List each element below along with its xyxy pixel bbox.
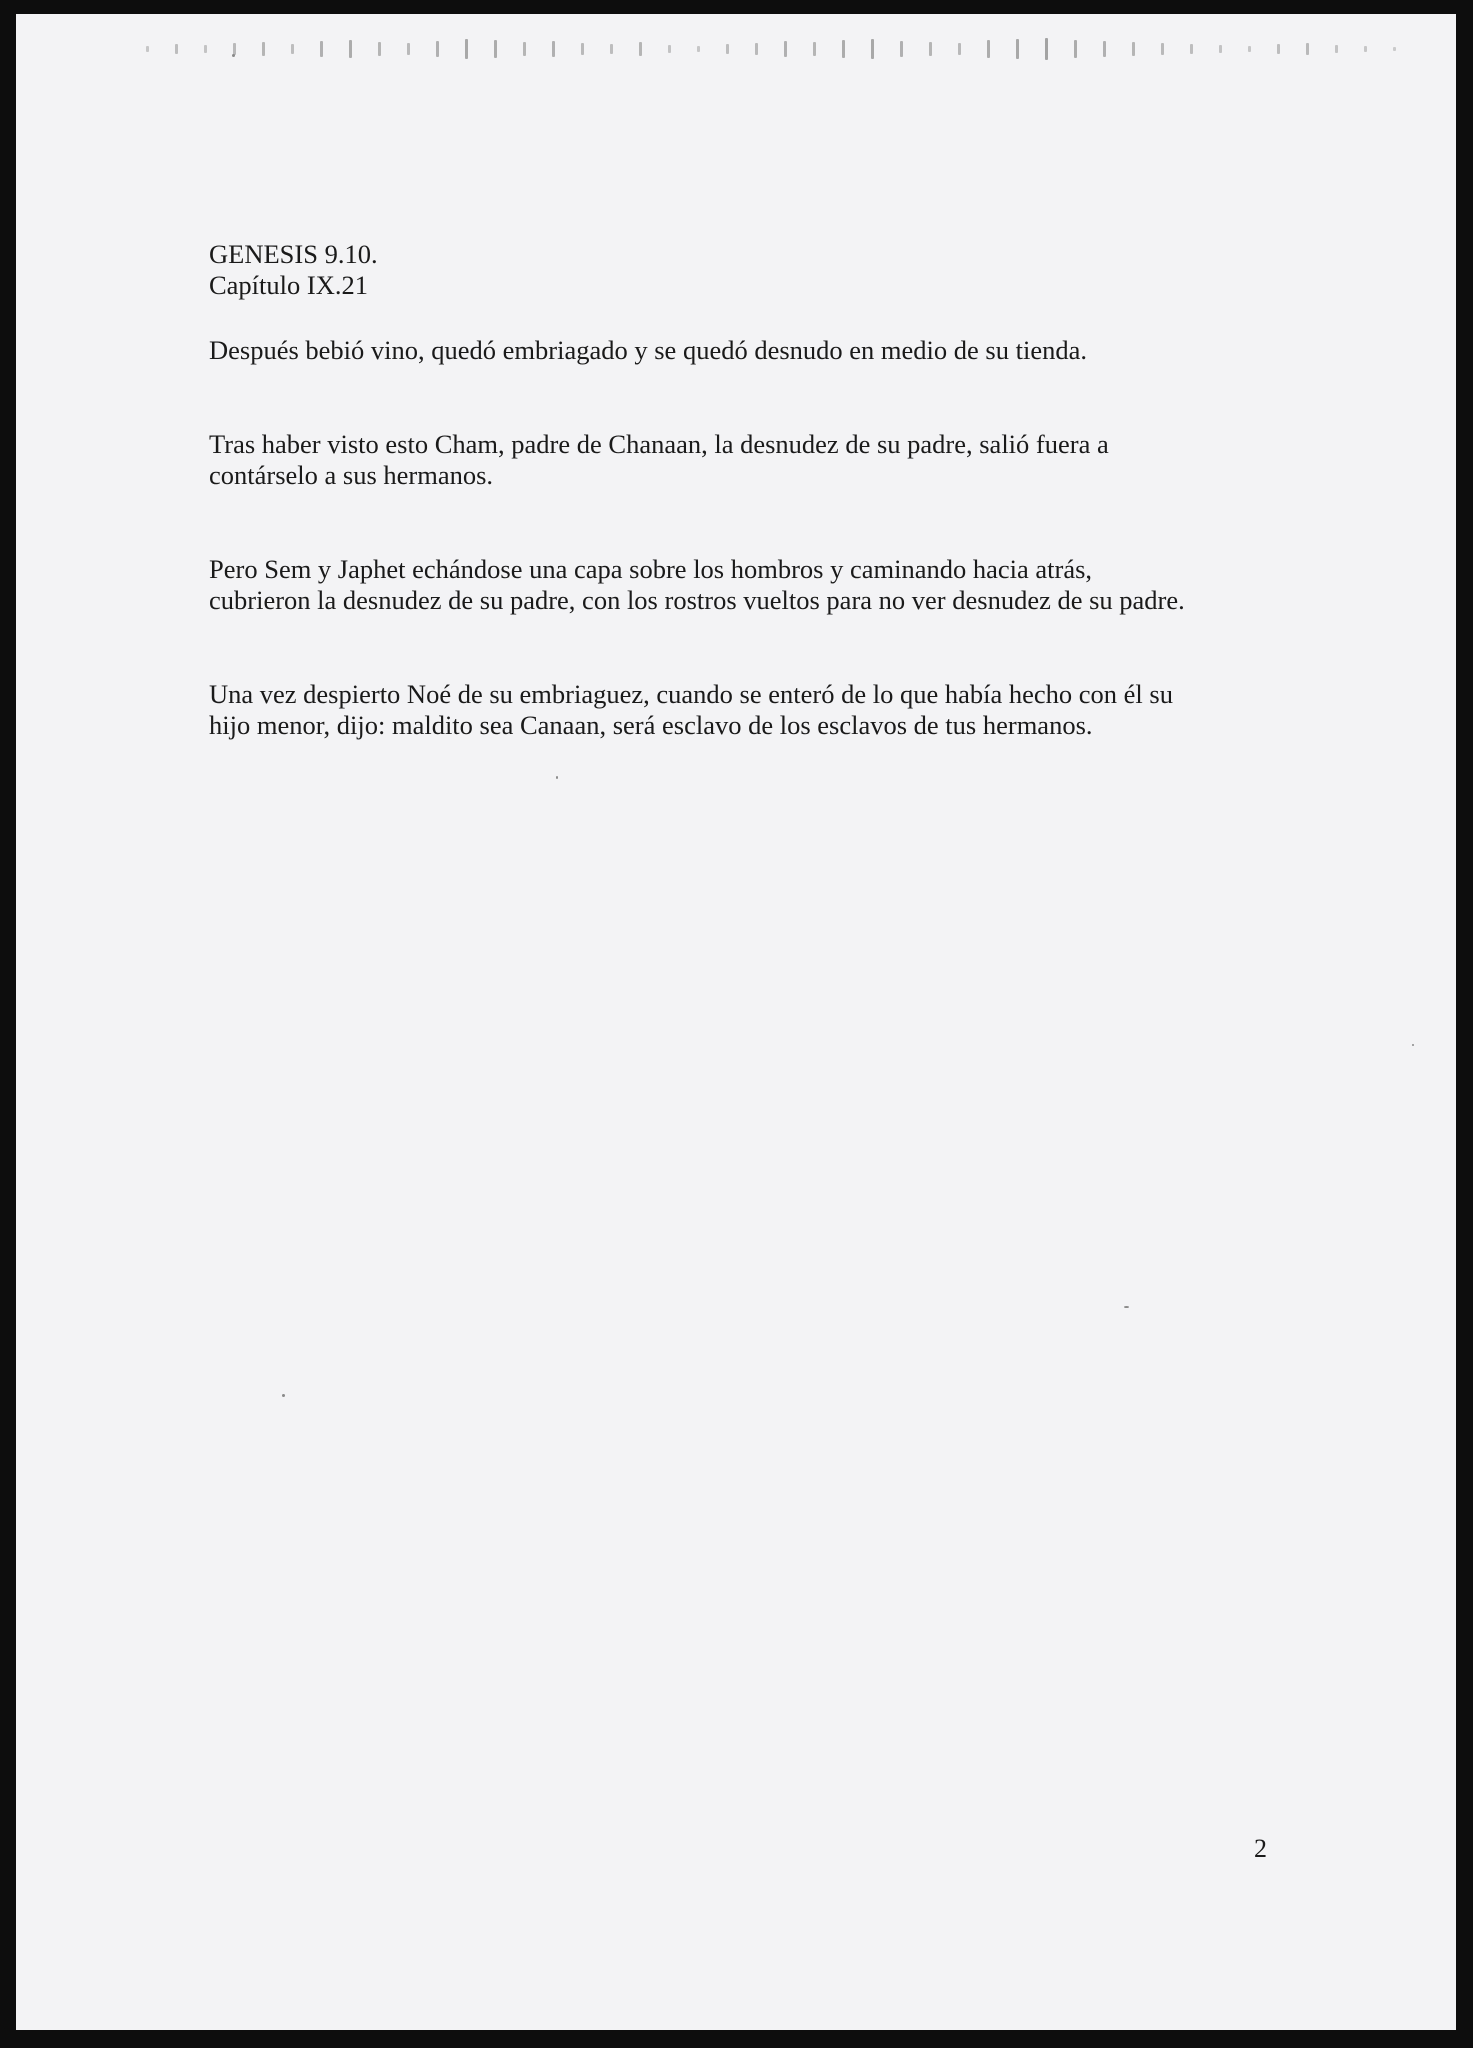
perforation-mark [958,43,961,55]
perforation-mark [900,41,903,57]
perforation-mark [320,41,323,57]
paper-speck [232,54,235,57]
perforation-mark [1248,46,1251,52]
perforation-mark [175,44,178,54]
perforation-mark [639,42,642,56]
perforation-mark [784,41,787,57]
perforation-mark [1161,43,1164,55]
perforation-mark [1277,44,1280,54]
paper-speck [1412,1044,1414,1046]
perforation-mark [494,40,497,58]
perforation-mark [929,42,932,56]
paragraph-4 [209,679,1309,741]
printer-perforation-strip [146,36,1396,62]
paragraph-3 [209,554,1309,616]
paragraph-line: contárselo a sus hermanos. [209,460,494,490]
perforation-mark [1074,40,1077,58]
scanned-page [16,14,1456,2030]
perforation-mark [813,42,816,56]
paragraph-1 [209,335,1309,366]
paragraph-line: Después bebió vino, quedó embriagado y se quedó desnudo en medio de su tienda. [209,335,1087,365]
paragraph-line: Pero Sem y Japhet echándose una capa sobre los hombros y caminando hacia atrás, [209,554,1093,584]
perforation-mark [668,45,671,53]
perforation-mark [987,40,990,58]
page-number: 2 [1254,1834,1267,1863]
perforation-mark [146,46,149,52]
document-subheading: Capítulo IX.21 [209,270,368,300]
paper-speck [1124,1306,1129,1308]
perforation-mark [407,43,410,55]
perforation-mark [1306,43,1309,55]
perforation-mark [204,45,207,53]
paragraph-line: Una vez despierto Noé de su embriaguez, cuando se enteró de lo que había hecho con él su [209,679,1173,709]
document-heading: GENESIS 9.10. [209,239,378,269]
perforation-mark [697,46,700,52]
perforation-mark [1190,44,1193,54]
paragraph-line: cubrieron la desnudez de su padre, con los rostros vueltos para no ver desnudez de su padre. [209,585,1185,615]
paragraph-line: Tras haber visto esto Cham, padre de Chanaan, la desnudez de su padre, salió fuera a [209,429,1109,459]
perforation-mark [291,44,294,54]
perforation-mark [523,42,526,56]
perforation-mark [1335,45,1338,53]
perforation-mark [726,44,729,54]
perforation-mark [465,39,468,59]
perforation-mark [1103,41,1106,57]
perforation-mark [436,41,439,57]
document-body [209,239,1309,741]
perforation-mark [581,43,584,55]
perforation-mark [1364,46,1367,52]
paragraph-line: hijo menor, dijo: maldito sea Canaan, será esclavo de los esclavos de tus hermanos. [209,710,1093,740]
paragraph-2 [209,429,1309,491]
perforation-mark [1219,45,1222,53]
paper-speck [556,776,558,779]
perforation-mark [755,43,758,55]
perforation-mark [842,40,845,58]
perforation-mark [610,44,613,54]
perforation-mark [1132,42,1135,56]
perforation-mark [262,42,265,56]
perforation-mark [552,41,555,57]
perforation-mark [349,40,352,58]
perforation-mark [1016,39,1019,59]
perforation-mark [378,42,381,56]
perforation-mark [1393,47,1396,51]
perforation-mark [871,39,874,59]
perforation-mark [1045,38,1048,60]
paper-speck [282,1394,285,1397]
